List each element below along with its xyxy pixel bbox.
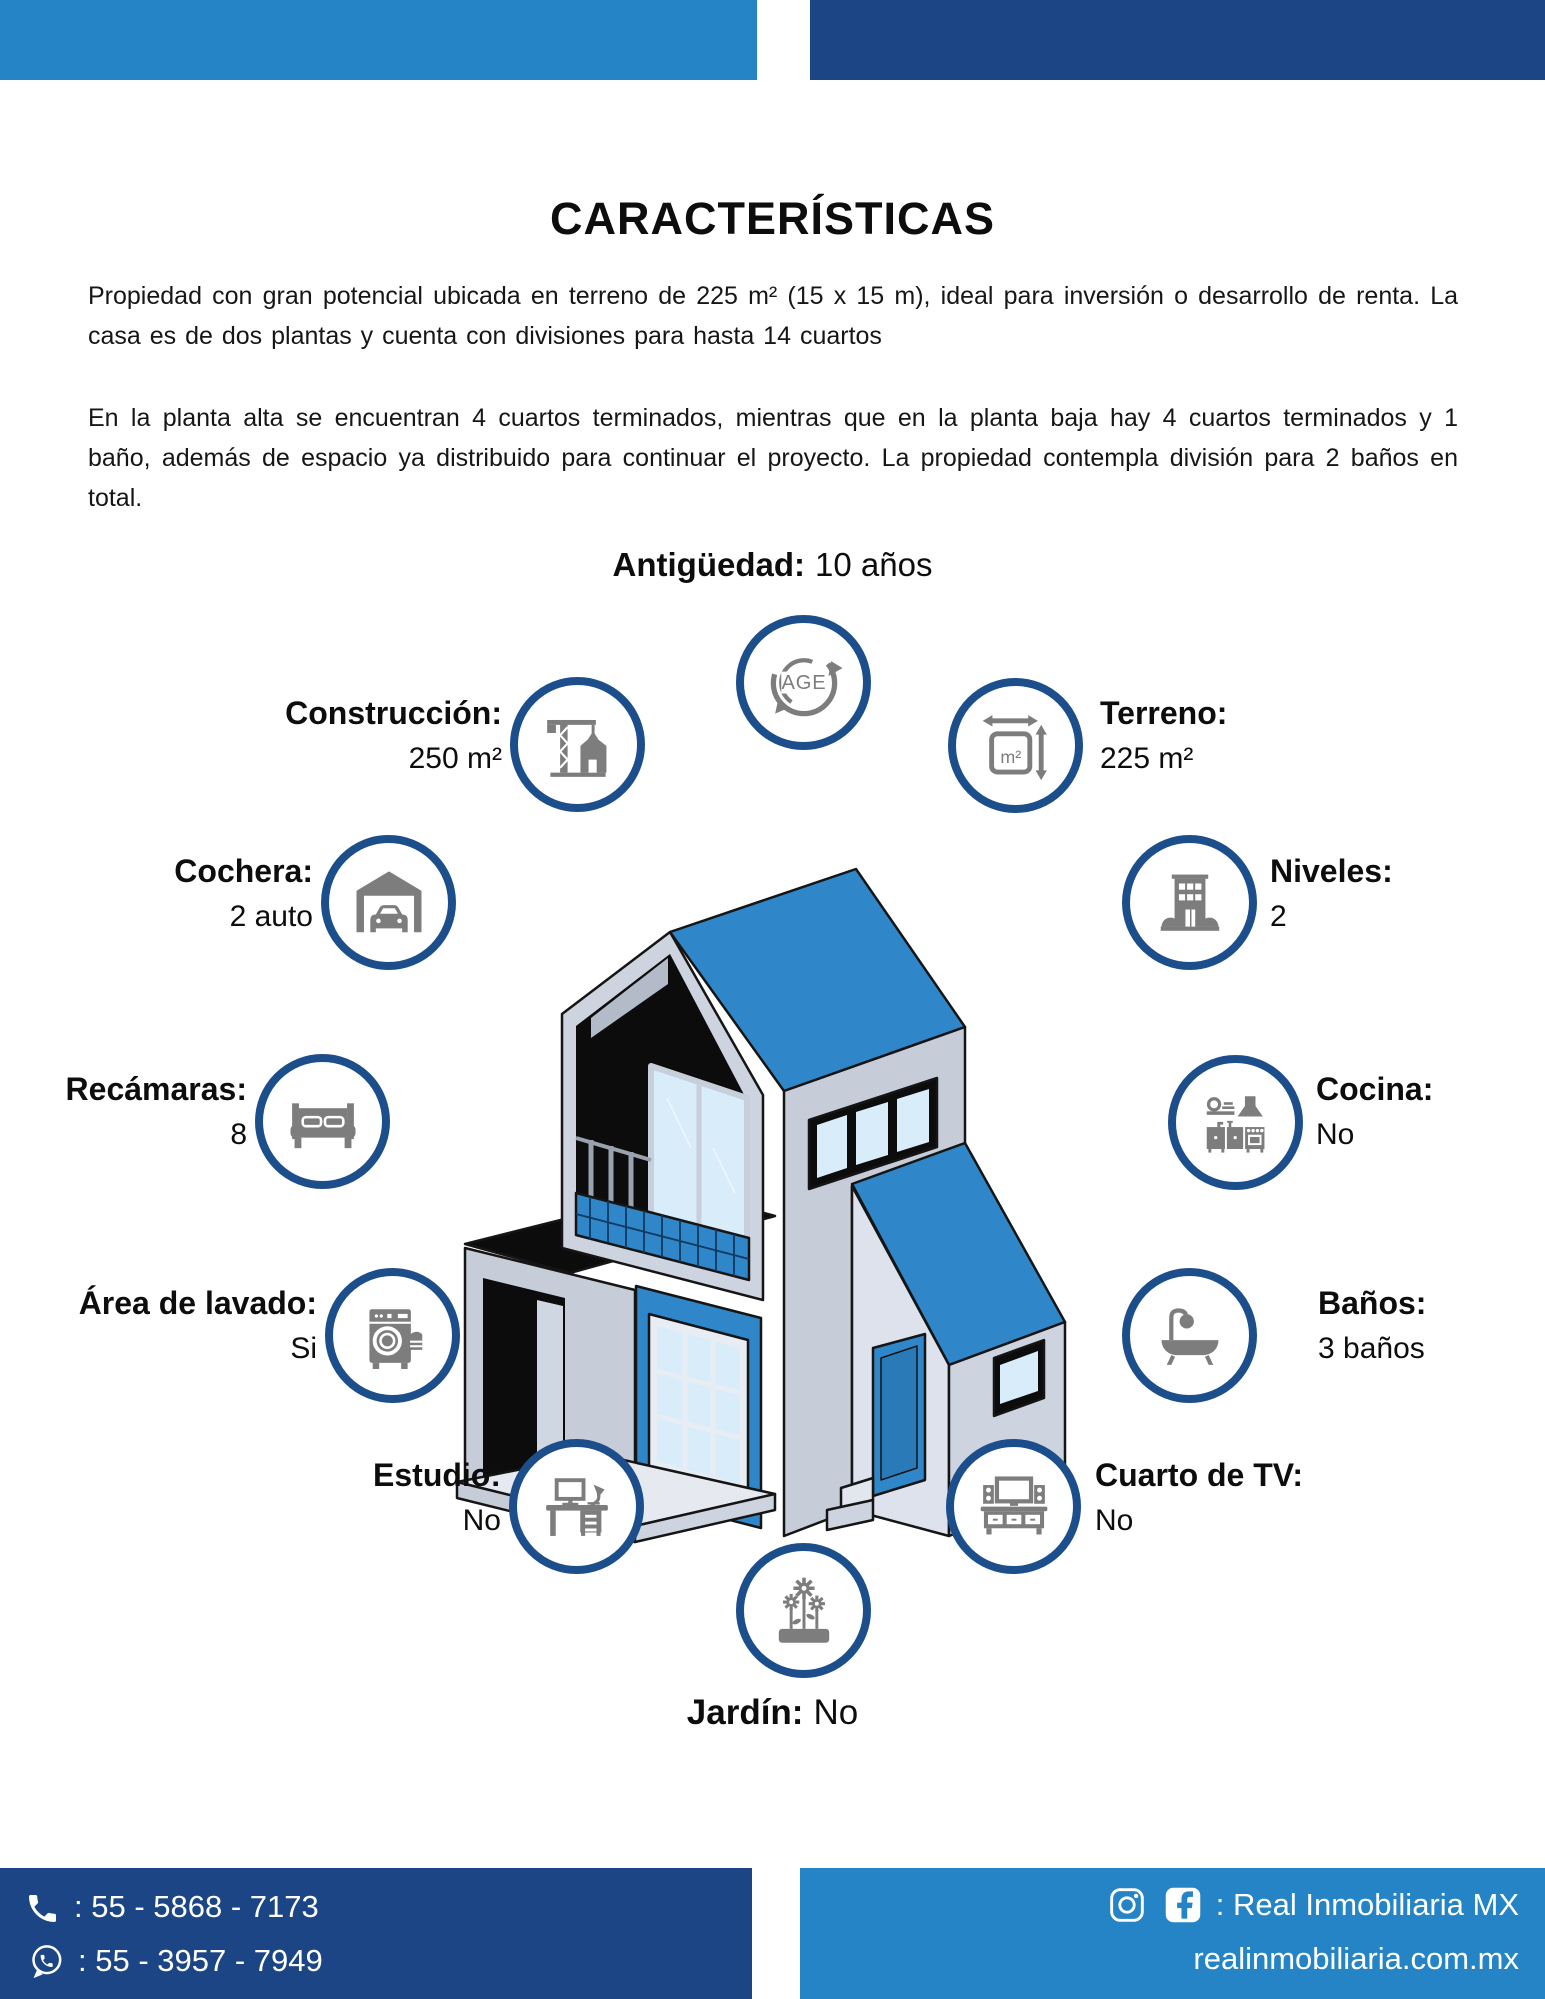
estudio-text: [373, 1452, 501, 1544]
whatsapp-number: : 55 - 3957 - 7949: [78, 1943, 323, 1978]
top-bar-right: [810, 0, 1545, 80]
age-badge-text: AGE: [780, 671, 827, 694]
page-title: CARACTERÍSTICAS: [549, 193, 995, 244]
cochera-text: [174, 848, 313, 940]
construccion-value: 250 m²: [408, 742, 502, 775]
top-bar-left: [0, 0, 757, 80]
age-value: 10 años: [815, 546, 933, 583]
estudio-label: Estudio:: [373, 1457, 501, 1493]
tv-console-icon: [975, 1468, 1053, 1546]
footer-social-panel: [800, 1868, 1545, 1999]
whatsapp-row: [26, 1934, 752, 1988]
social-handle: : Real Inmobiliaria MX: [1215, 1887, 1519, 1922]
tv-circle: [946, 1439, 1081, 1574]
footer-contact-panel: [0, 1868, 752, 1999]
construction-crane-icon: [539, 706, 617, 784]
banos-text: [1318, 1280, 1426, 1372]
niveles-label: Niveles:: [1270, 853, 1393, 889]
cocina-label: Cocina:: [1316, 1071, 1434, 1107]
construccion-circle: [510, 677, 645, 812]
terreno-text: [1100, 690, 1227, 782]
cocina-value: No: [1316, 1118, 1355, 1151]
lavado-text: [79, 1280, 317, 1372]
phone-number: : 55 - 5868 - 7173: [74, 1889, 319, 1924]
niveles-circle: [1122, 835, 1257, 970]
recamaras-label: Recámaras:: [65, 1071, 247, 1107]
lavado-value: Si: [290, 1332, 317, 1365]
intro-paragraph-2: En la planta alta se encuentran 4 cuartos terminados, mientras que en la planta baja hay 4 cuartos terminados y 1 baño, además de espacio ya distribuido para continuar el proyecto. La propiedad contempla división para 2 baños en total.: [88, 404, 1458, 512]
age-heading: [0, 546, 1545, 584]
m2-badge-text: m²: [999, 746, 1021, 767]
website-url: realinmobiliaria.com.mx: [1193, 1941, 1519, 1976]
jardin-circle: [736, 1543, 871, 1678]
recamaras-text: [66, 1066, 247, 1158]
estudio-circle: [509, 1439, 644, 1574]
intro-paragraph-1: Propiedad con gran potencial ubicada en terreno de 225 m² (15 x 15 m), ideal para inversión o desarrollo de renta. La casa es de dos plantas y cuenta con divisiones para hasta 14 cuartos: [88, 282, 1458, 350]
garden-icon: [765, 1572, 843, 1650]
land-area-icon: [977, 707, 1055, 785]
jardin-heading: [0, 1693, 1545, 1733]
estudio-value: No: [462, 1504, 501, 1537]
cochera-label: Cochera:: [174, 853, 313, 889]
niveles-value: 2: [1270, 900, 1287, 933]
construccion-label: Construcción:: [285, 695, 502, 731]
recamaras-circle: [255, 1054, 390, 1189]
bed-icon: [284, 1083, 362, 1161]
lavado-circle: [325, 1268, 460, 1403]
phone-icon: [26, 1889, 62, 1925]
construccion-text: [285, 690, 502, 782]
tv-label: Cuarto de TV:: [1095, 1457, 1304, 1493]
cochera-circle: [321, 835, 456, 970]
niveles-text: [1270, 848, 1393, 940]
terreno-circle: [948, 678, 1083, 813]
instagram-icon: [1104, 1882, 1150, 1928]
tv-value: No: [1095, 1504, 1134, 1537]
social-row: [1104, 1878, 1519, 1932]
kitchen-icon: [1197, 1084, 1275, 1162]
terreno-value: 225 m²: [1100, 742, 1194, 775]
age-label: Antigüedad:: [612, 546, 806, 583]
cocina-circle: [1168, 1055, 1303, 1190]
age-circle: [736, 615, 871, 750]
banos-label: Baños:: [1318, 1285, 1427, 1321]
jardin-label: Jardín:: [686, 1693, 804, 1732]
washing-machine-icon: [354, 1297, 432, 1375]
bathtub-icon: [1151, 1297, 1229, 1375]
facebook-icon: [1160, 1882, 1206, 1928]
banos-value: 3 baños: [1318, 1332, 1425, 1365]
desk-icon: [538, 1468, 616, 1546]
lavado-label: Área de lavado:: [78, 1285, 317, 1321]
tv-text: [1095, 1452, 1303, 1544]
cochera-value: 2 auto: [229, 900, 313, 933]
jardin-value: No: [813, 1693, 859, 1732]
banos-circle: [1122, 1268, 1257, 1403]
whatsapp-icon: [26, 1941, 66, 1981]
website-row: [1193, 1932, 1519, 1986]
phone-row: [26, 1880, 752, 1934]
age-cycle-icon: [762, 641, 846, 725]
terreno-label: Terreno:: [1100, 695, 1228, 731]
cocina-text: [1316, 1066, 1433, 1158]
building-icon: [1151, 864, 1229, 942]
garage-icon: [350, 864, 428, 942]
recamaras-value: 8: [230, 1118, 247, 1151]
